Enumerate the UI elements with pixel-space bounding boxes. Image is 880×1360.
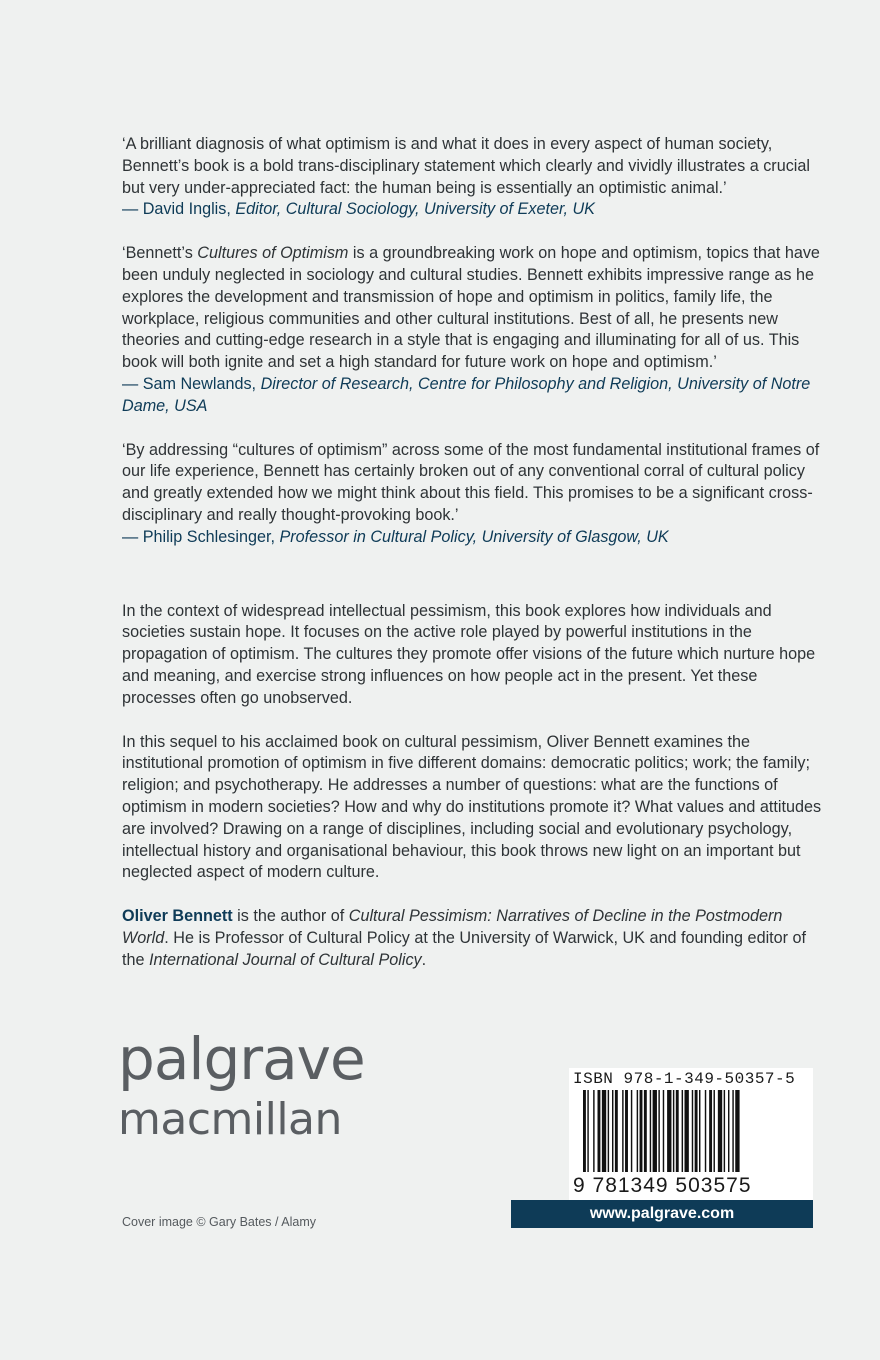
attribution-dash: — [122, 527, 143, 546]
endorsement-attribution [122, 199, 822, 221]
description-paragraph: In the context of widespread intellectual pessimism, this book explores how individuals and societies sustain hope. It focuses on the active role played by powerful institutions in the propagation of optimism. The cultures they promote offer visions of the future which nurture hope and meaning, and exercise strong influences on how people act in the present. Yet these processes often go unobserved. [122, 601, 816, 707]
attribution-dash: — [122, 374, 143, 393]
palgrave-macmillan-logo [118, 1025, 365, 1145]
cover-image-credit: Cover image © Gary Bates / Alamy [122, 1215, 317, 1229]
endorsement-text [122, 243, 822, 374]
endorsement-inglis [122, 134, 822, 221]
description-paragraph: In this sequel to his acclaimed book on cultural pessimism, Oliver Bennett examines the institutional promotion of optimism in five different domains: democratic politics; work; the family; religion; and psychotherapy. He addresses a number of questions: what are the functions of optimism in modern societies? How and why do institutions promote it? What values and attitudes are involved? Drawing on a range of disciplines, including social and evolutionary psychology, intellectual history and organisational behaviour, this book throws new light on an important but neglected aspect of modern culture. [122, 732, 822, 882]
endorsement-newlands [122, 243, 822, 417]
author-bio [122, 906, 822, 971]
website-url: www.palgrave.com [589, 1205, 735, 1222]
endorser-name: David Inglis, [142, 200, 231, 219]
isbn-digits: 9 781349 503575 [573, 1174, 752, 1197]
bio-journal-title: International Journal of Cultural Policy [149, 950, 422, 969]
bio-book-title: Cultural Pessimism: Narratives of Decline in the Postmodern World [122, 907, 783, 947]
endorser-name: Philip Schlesinger, [142, 527, 275, 546]
text-column [122, 134, 822, 994]
logo-line-macmillan: macmillan [118, 1094, 342, 1145]
isbn-label: ISBN 978-1-349-50357-5 [573, 1070, 796, 1088]
bio-text: . He is Professor of Cultural Policy at the University of Warwick, UK and founding editor of the [122, 928, 807, 969]
book-title: Cultures of Optimism [197, 244, 349, 263]
website-strip [511, 1200, 813, 1228]
logo-line-palgrave: palgrave [118, 1025, 365, 1093]
isbn-barcode [569, 1068, 813, 1200]
endorser-role: Professor in Cultural Policy, University of Glasgow, UK [279, 527, 669, 546]
endorsement-text-part: ‘Bennett’s [122, 244, 198, 263]
author-name: Oliver Bennett [122, 907, 233, 926]
endorsement-attribution [122, 527, 822, 549]
endorsement-text-part: is a groundbreaking work on hope and optimism, topics that have been unduly neglected in sociology and cultural studies. Bennett exhibits impressive range as he explores the development and transmission of hope and optimism in politics, family life, the workplace, religious communities and other cultural institutions. Best of all, he presents new theories and cutting-edge research in a style that is engaging and illuminating for all of us. This book will both ignite and set a high standard for future work on hope and optimism.’ [122, 244, 820, 372]
endorser-role: Editor, Cultural Sociology, University of Exeter, UK [235, 200, 595, 219]
endorser-name: Sam Newlands, [142, 374, 257, 393]
endorsement-schlesinger [122, 440, 822, 549]
endorsement-text: ‘By addressing “cultures of optimism” across some of the most fundamental institutional frames of our life experience, Bennett has certainly broken out of any conventional corral of cultural policy and greatly extended how we might think about this field. This promises to be a significant cross-disciplinary and really thought-provoking book.’ [122, 440, 820, 524]
attribution-dash: — [122, 200, 143, 219]
endorser-role: Director of Research, Centre for Philosophy and Religion, University of Notre Dame, USA [122, 374, 811, 415]
endorsement-attribution [122, 374, 822, 418]
bio-text: . [421, 950, 427, 969]
barcode-bars [583, 1090, 793, 1180]
bio-text: is the author of [232, 907, 349, 926]
endorsement-text: ‘A brilliant diagnosis of what optimism is and what it does in every aspect of human society, Bennett’s book is a bold trans-disciplinary statement which clearly and vividly illustrates a crucial but very under-appreciated fact: the human being is essentially an optimistic animal.’ [122, 135, 810, 197]
